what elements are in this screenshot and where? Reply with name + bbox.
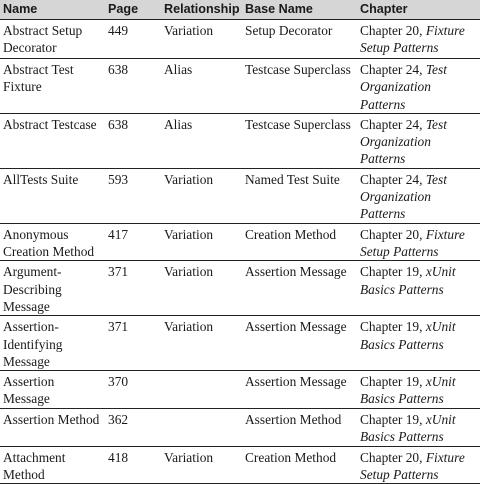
header-page: Page [106, 0, 162, 20]
header-chapter: Chapter [358, 0, 480, 20]
chapter-title: xUnit Basics Patterns [360, 264, 456, 297]
chapter-title: Fixture Setup Patterns [360, 226, 465, 259]
cell-name: Abstract Testcase [0, 113, 106, 168]
table-header-row [0, 0, 480, 20]
cell-base-name: Named Test Suite [243, 168, 358, 223]
table-row [0, 371, 480, 409]
cell-name: Abstract Test Fixture [0, 59, 106, 114]
chapter-number: Chapter 24, [360, 116, 423, 132]
chapter-number: Chapter 24, [360, 62, 423, 77]
chapter-title: xUnit Basics Patterns [360, 319, 456, 352]
table-row [0, 59, 480, 114]
cell-name: Anonymous Creation Method [0, 223, 106, 261]
cell-base-name: Assertion Message [243, 371, 358, 409]
table-row [0, 408, 480, 446]
table-row [0, 446, 480, 484]
cell-page: 362 [106, 408, 162, 446]
cell-relationship [162, 408, 243, 446]
header-name: Name [0, 0, 106, 20]
cell-name: Abstract Setup Decorator [0, 20, 106, 59]
chapter-number: Chapter 24, [360, 171, 423, 187]
table-row [0, 113, 480, 168]
cell-relationship: Variation [162, 223, 243, 261]
chapter-title: xUnit Basics Patterns [360, 374, 456, 407]
cell-page: 371 [106, 261, 162, 316]
cell-chapter [358, 408, 480, 446]
chapter-number: Chapter 19, [360, 411, 423, 427]
cell-relationship: Variation [162, 261, 243, 316]
cell-name: AllTests Suite [0, 168, 106, 223]
cell-page: 371 [106, 316, 162, 371]
table-row [0, 316, 480, 371]
cell-chapter [358, 113, 480, 168]
cell-chapter [358, 446, 480, 484]
chapter-number: Chapter 20, [360, 23, 423, 38]
chapter-number: Chapter 19, [360, 264, 423, 280]
cell-page: 638 [106, 113, 162, 168]
cell-name: Attachment Method [0, 446, 106, 484]
cell-relationship: Variation [162, 316, 243, 371]
table-row [0, 168, 480, 223]
chapter-number: Chapter 19, [360, 374, 423, 390]
cell-name: Assertion Message [0, 371, 106, 409]
chapter-title: Test Organization Patterns [360, 62, 447, 112]
cell-relationship: Variation [162, 168, 243, 223]
cell-relationship: Alias [162, 113, 243, 168]
chapter-number: Chapter 19, [360, 319, 423, 335]
cell-chapter [358, 371, 480, 409]
cell-base-name: Setup Decorator [243, 20, 358, 59]
chapter-title: Fixture Setup Patterns [360, 23, 465, 56]
chapter-number: Chapter 20, [360, 226, 423, 242]
cell-chapter [358, 261, 480, 316]
chapter-title: Test Organization Patterns [360, 116, 447, 167]
cell-name: Argument-Describing Message [0, 261, 106, 316]
table-row [0, 223, 480, 261]
cell-page: 449 [106, 20, 162, 59]
cell-base-name: Assertion Message [243, 316, 358, 371]
table-row [0, 261, 480, 316]
cell-base-name: Creation Method [243, 223, 358, 261]
cell-relationship: Alias [162, 59, 243, 114]
cell-base-name: Testcase Superclass [243, 59, 358, 114]
header-base-name: Base Name [243, 0, 358, 20]
cell-name: Assertion-Identifying Message [0, 316, 106, 371]
cell-base-name: Assertion Method [243, 408, 358, 446]
cell-relationship: Variation [162, 446, 243, 484]
cell-page: 638 [106, 59, 162, 114]
chapter-number: Chapter 20, [360, 449, 423, 465]
cell-relationship: Variation [162, 20, 243, 59]
chapter-title: Fixture Setup Patterns [360, 449, 465, 483]
cell-name: Assertion Method [0, 408, 106, 446]
cell-base-name: Testcase Superclass [243, 113, 358, 168]
header-relationship: Relationship [162, 0, 243, 20]
cell-page: 593 [106, 168, 162, 223]
cell-chapter [358, 168, 480, 223]
chapter-title: xUnit Basics Patterns [360, 411, 456, 445]
cell-chapter [358, 59, 480, 114]
cell-chapter [358, 223, 480, 261]
cell-relationship [162, 371, 243, 409]
cell-base-name: Creation Method [243, 446, 358, 484]
cell-base-name: Assertion Message [243, 261, 358, 316]
table-row [0, 20, 480, 59]
chapter-title: Test Organization Patterns [360, 171, 447, 222]
cell-chapter [358, 316, 480, 371]
cell-page: 417 [106, 223, 162, 261]
cell-page: 418 [106, 446, 162, 484]
cell-page: 370 [106, 371, 162, 409]
cell-chapter [358, 20, 480, 59]
